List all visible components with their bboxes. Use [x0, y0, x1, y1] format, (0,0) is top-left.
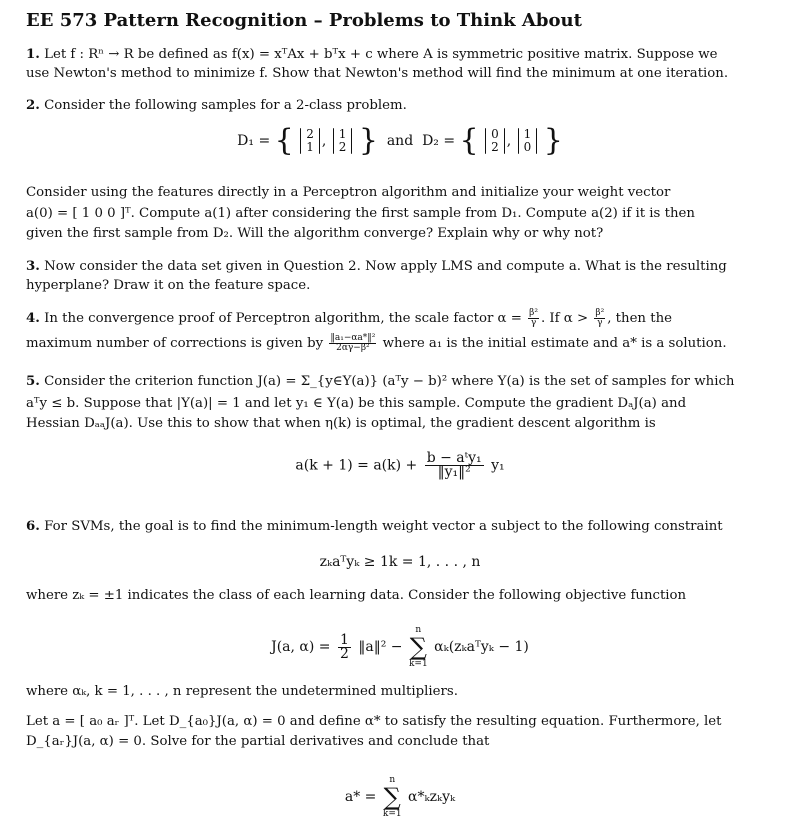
fraction-denominator: 2αγ−β²: [336, 343, 370, 353]
problem-2-line-3: given the first sample from D₂. Will the algorithm converge? Explain why or why not?: [26, 226, 604, 241]
d1-sample-1: [300, 128, 320, 154]
and-word: and: [386, 133, 414, 149]
d2-sample-2-x2: 0: [523, 140, 532, 154]
close-brace: }: [543, 123, 563, 158]
problem-5-line-2: aᵀy ≤ b. Suppose that |Y(a)| = 1 and let y₁ ∈ Y(a) be this sample. Compute the gradient DₐJ(a) and: [26, 396, 687, 411]
problem-1-number: 1.: [26, 47, 40, 62]
summation-upper-limit: n: [415, 625, 422, 635]
problem-5-number: 5.: [26, 374, 40, 389]
page-title: EE 573 Pattern Recognition – Problems to Think About: [26, 10, 582, 31]
problem-2-intro-text: Consider the following samples for a 2-class problem.: [44, 98, 407, 113]
problem-4-text-2b: where a₁ is the initial estimate and a* is a solution.: [382, 336, 727, 351]
problem-6-line-3: where αₖ, k = 1, . . . , n represent the undetermined multipliers.: [26, 684, 458, 699]
summation-upper-limit: n: [389, 775, 396, 785]
problem-1-line-2: use Newton's method to minimize f. Show that Newton's method will find the minimum at one iteration.: [26, 66, 729, 81]
problem-6-line-2: where zₖ = ±1 indicates the class of each learning data. Consider the following objective function: [26, 588, 687, 603]
problem-1-text-1: Let f : Rⁿ → R be defined as f(x) = xᵀAx + bᵀx + c where A is symmetric positive matrix. Suppose we: [44, 47, 718, 62]
sample-sets-equation: D₁ = { 2 1 , 1 2 } and D₂ = { 0 2 , 1 0 }: [237, 123, 563, 158]
fraction-numerator: 1: [339, 631, 349, 648]
open-brace: {: [459, 123, 479, 158]
open-brace: {: [274, 123, 294, 158]
fraction-numerator: β²: [595, 308, 605, 318]
d2-sample-2: [518, 128, 538, 154]
problem-6-number: 6.: [26, 519, 40, 534]
d1-sample-2-x2: 2: [338, 140, 347, 154]
summation-lower-limit: k=1: [382, 809, 402, 819]
d1-sample-1-x2: 1: [306, 140, 314, 154]
optimal-rhs: α*ₖzₖyₖ: [408, 789, 456, 805]
fraction-denominator: ‖y₁‖²: [437, 464, 471, 480]
problem-4-text-1a: In the convergence proof of Perceptron algorithm, the scale factor α =: [44, 311, 522, 326]
optimal-weight-equation: [0, 774, 800, 820]
problem-6-line-4: Let a = [ a₀ aᵣ ]ᵀ. Let D_{a₀}J(a, α) = 0 and define α* to satisfy the resulting equation. Furthermore, let: [26, 714, 722, 729]
d2-sample-2-x1: 1: [523, 127, 532, 141]
problem-5-line-3: Hessian DₐₐJ(a). Use this to show that when η(k) is optimal, the gradient descent algorithm is: [26, 416, 656, 431]
problem-6-text-1: For SVMs, the goal is to find the minimum-length weight vector a subject to the following constraint: [44, 519, 723, 534]
problem-4-number: 4.: [26, 311, 40, 326]
max-corrections-fraction: [329, 334, 376, 353]
equation-lhs: a(k + 1) = a(k) +: [295, 457, 418, 474]
equation-rhs: y₁: [491, 457, 505, 474]
problem-2-line-2: a(0) = [ 1 0 0 ]ᵀ. Compute a(1) after considering the first sample from D₁. Compute a(2) if it is then: [26, 206, 695, 221]
d2-sample-1-x2: 2: [491, 140, 499, 154]
close-brace: }: [358, 123, 378, 158]
fraction-numerator: b − aᵗy₁: [426, 450, 482, 466]
gradient-descent-equation: [0, 452, 800, 479]
half-fraction: [338, 631, 351, 662]
summation-symbol: [409, 624, 428, 670]
summation-lower-limit: k=1: [408, 659, 428, 669]
problem-2-number: 2.: [26, 98, 40, 113]
sigma-glyph: ∑: [383, 783, 401, 811]
sigma-glyph: ∑: [409, 633, 427, 661]
fraction-denominator: 2: [339, 645, 349, 662]
problem-2-intro: [26, 98, 407, 114]
optimal-lhs: a* =: [344, 789, 377, 805]
problem-4-text-1b: . If α >: [540, 311, 589, 326]
problem-2-line-1: Consider using the features directly in a Perceptron algorithm and initialize your weight vector: [26, 185, 671, 200]
scale-factor-fraction: [594, 309, 605, 328]
problem-3-line-2: hyperplane? Draw it on the feature space.: [26, 278, 311, 293]
summation-symbol: [383, 774, 402, 820]
problem-1-line-1: [26, 47, 717, 63]
problem-5-text-1: Consider the criterion function J(a) = Σ_{y∈Y(a)} (aᵀy − b)² where Y(a) is the set of samples for which: [44, 374, 735, 389]
problem-6-line-5: D_{aᵣ}J(a, α) = 0. Solve for the partial derivatives and conclude that: [26, 734, 490, 749]
objective-lhs: J(a, α) =: [271, 639, 331, 655]
problem-3-number: 3.: [26, 259, 40, 274]
d1-sample-2-x1: 1: [338, 127, 347, 141]
svm-constraint-equation: zₖaᵀyₖ ≥ 1k = 1, . . . , n: [319, 554, 481, 570]
d2-label: D₂ =: [422, 133, 456, 149]
d2-sample-1: [485, 128, 505, 154]
fraction-numerator: β²: [529, 308, 538, 318]
problem-4-line-1: [26, 309, 672, 328]
fraction-denominator: γ: [597, 318, 603, 328]
problem-5-line-1: [26, 374, 734, 390]
fraction-numerator: ‖a₁−αa*‖²: [330, 333, 376, 343]
d2-sample-1-x1: 0: [491, 127, 499, 141]
problem-6-line-1: [26, 519, 723, 535]
d1-label: D₁ =: [237, 133, 271, 149]
d1-sample-2: [333, 128, 353, 154]
problem-4-text-1c: , then the: [607, 311, 672, 326]
d1-sample-1-x1: 2: [306, 127, 314, 141]
svm-objective-equation: [0, 624, 800, 670]
scale-factor-fraction: [528, 309, 539, 328]
objective-rhs: αₖ(zₖaᵀyₖ − 1): [434, 639, 529, 655]
problem-4-text-2a: maximum number of corrections is given by: [26, 336, 324, 351]
problem-4-line-2: [26, 334, 727, 353]
step-fraction: [425, 452, 484, 479]
problem-3-line-1: [26, 259, 727, 275]
objective-middle: ‖a‖² −: [358, 639, 403, 655]
problem-3-text-1: Now consider the data set given in Question 2. Now apply LMS and compute a. What is the resulting: [44, 259, 727, 274]
fraction-denominator: γ: [530, 318, 537, 328]
